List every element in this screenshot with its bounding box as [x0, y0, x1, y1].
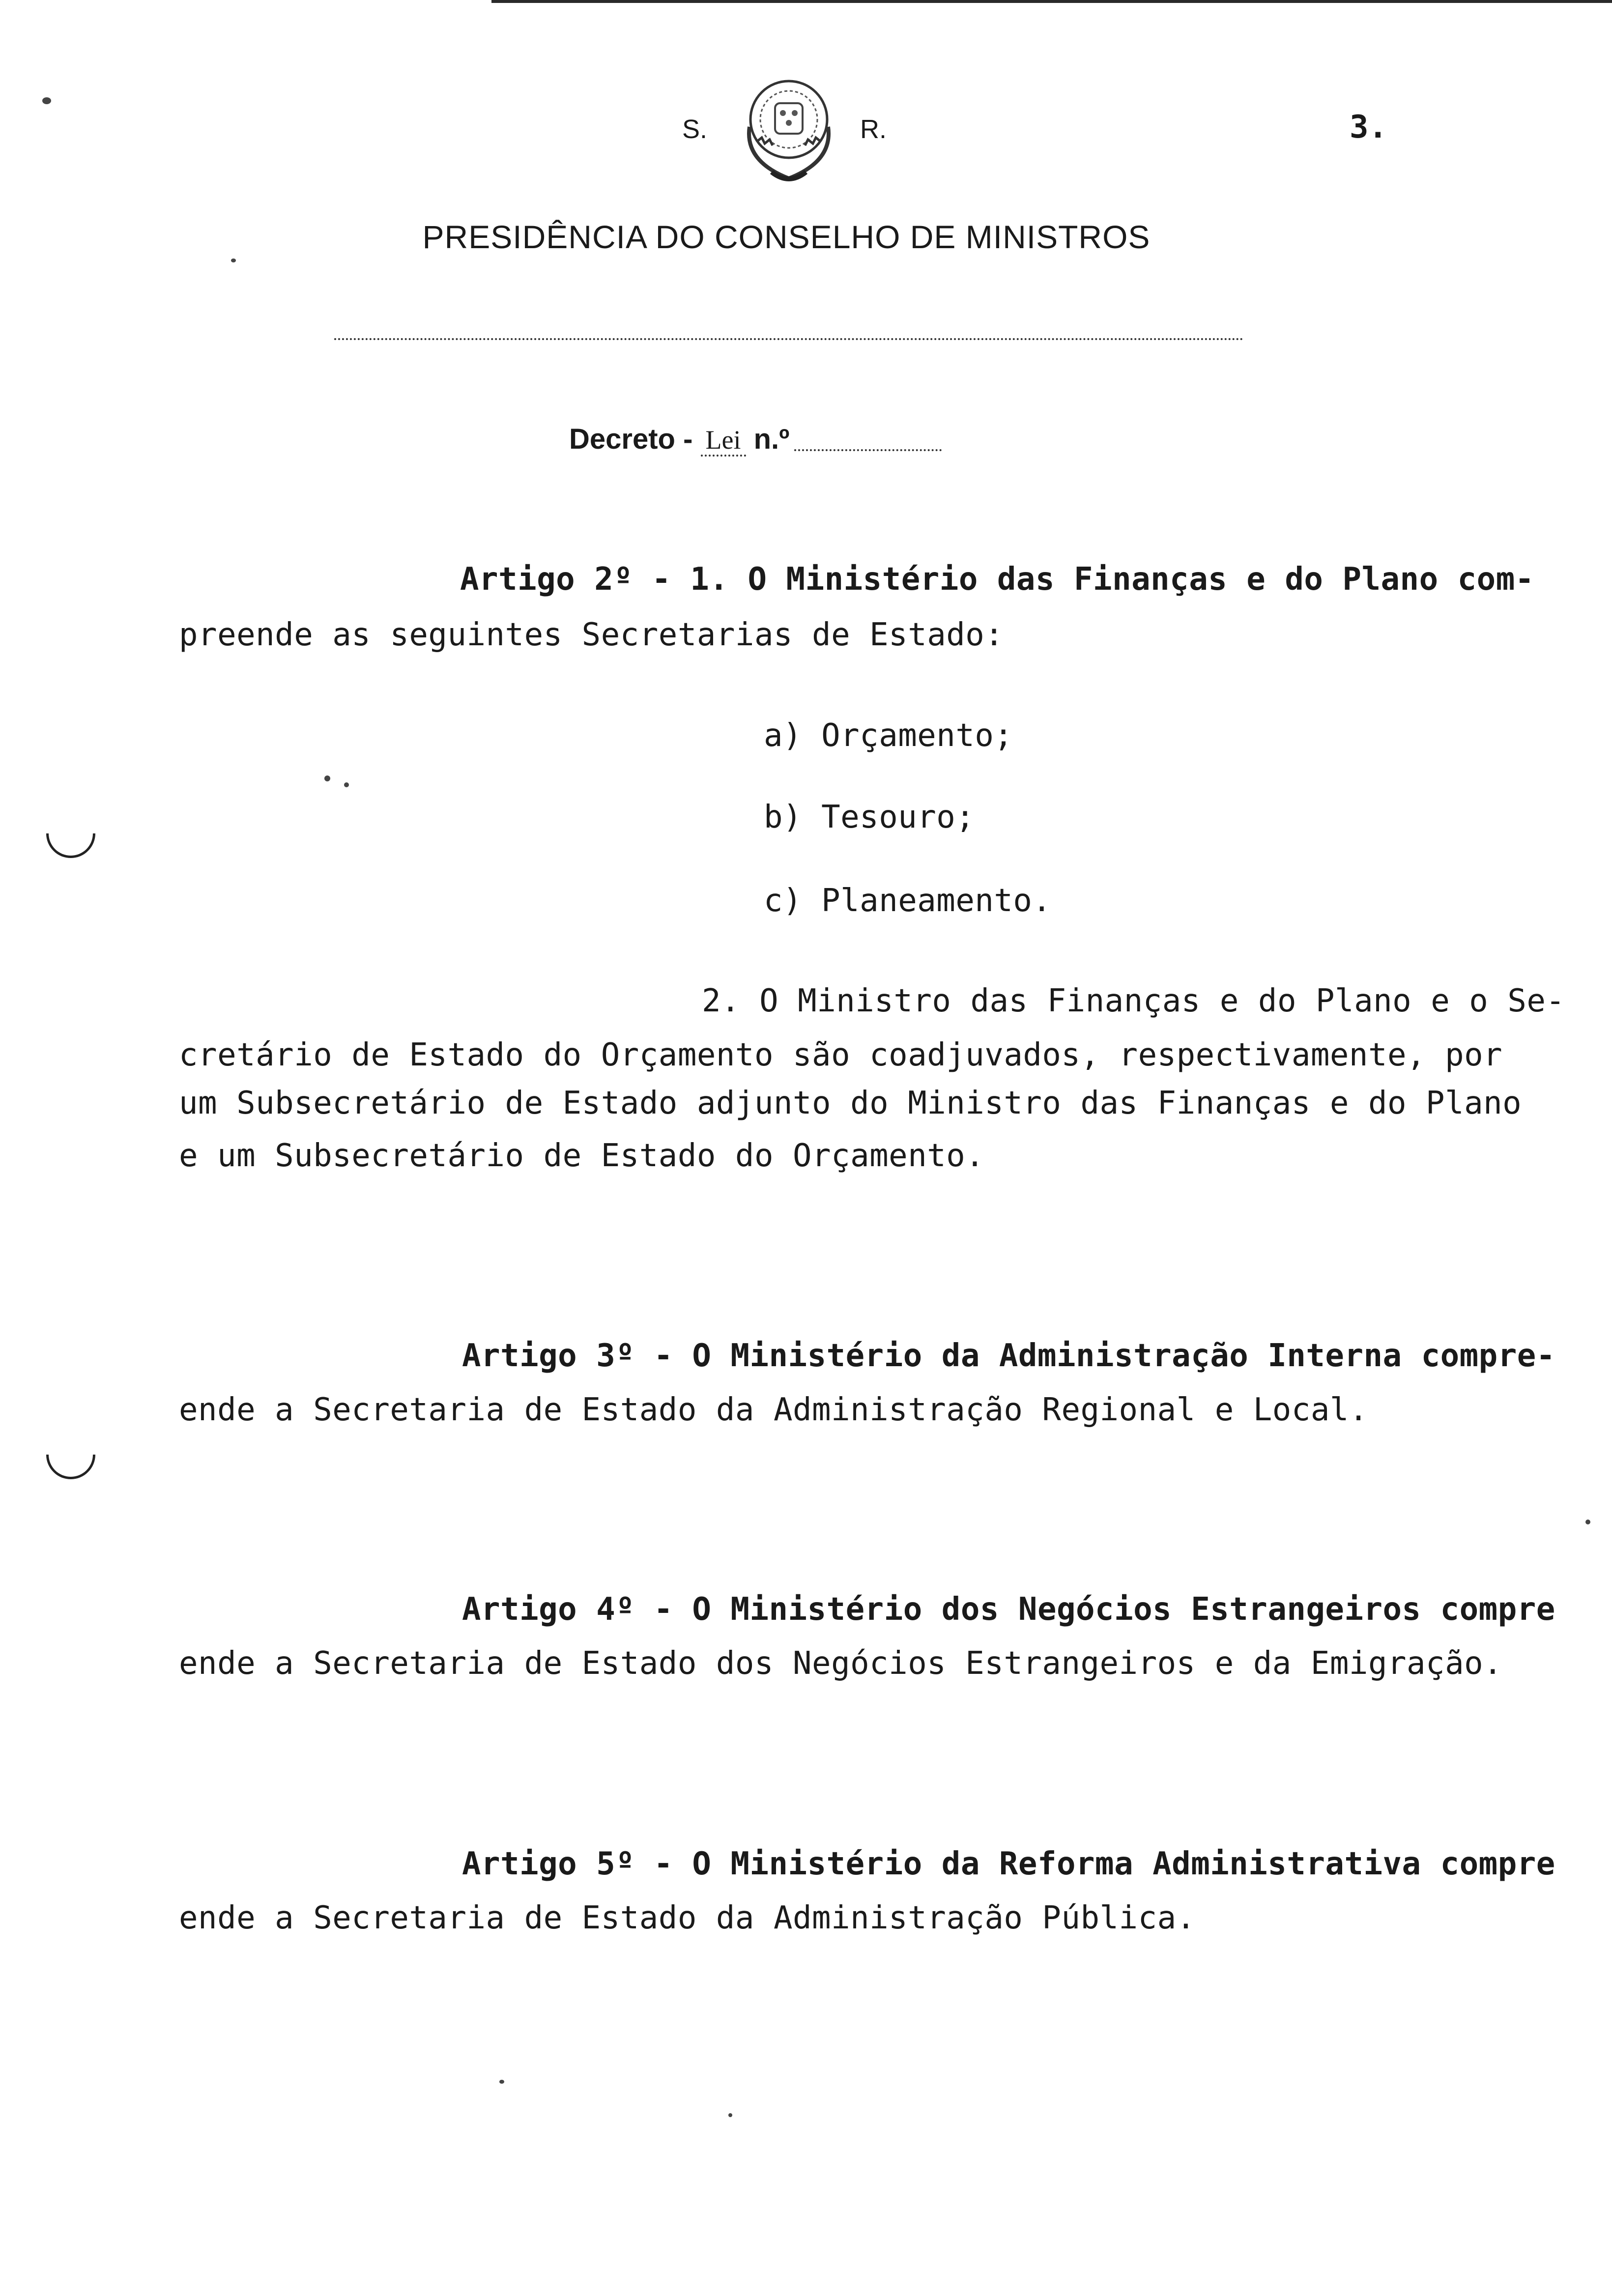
article-3-line-2: ende a Secretaria de Estado da Administração Regional e Local. — [179, 1392, 1368, 1428]
letterhead-initial-r: R. — [860, 115, 887, 144]
article-2-line-1: Artigo 2º - 1. O Ministério das Finanças e do Plano com- — [460, 561, 1534, 598]
scan-speck — [324, 775, 330, 781]
scan-speck — [499, 2080, 504, 2084]
article-2-item-b: b) Tesouro; — [764, 799, 975, 835]
decree-title-line — [569, 423, 942, 456]
scan-speck — [231, 258, 236, 262]
decree-number-label: n.º — [753, 423, 790, 455]
article-4-line-1: Artigo 4º - O Ministério dos Negócios Estrangeiros compre — [462, 1591, 1555, 1628]
scan-speck — [344, 782, 349, 787]
article-3-line-1: Artigo 3º - O Ministério da Administração Interna compre- — [462, 1338, 1555, 1374]
scan-margin-mark — [36, 799, 105, 868]
article-4-line-2: ende a Secretaria de Estado dos Negócios Estrangeiros e da Emigração. — [179, 1645, 1503, 1682]
scan-margin-mark — [36, 1420, 105, 1489]
article-2-para2-line-3: um Subsecretário de Estado adjunto do Ministro das Finanças e do Plano — [179, 1085, 1522, 1121]
letterhead-initial-s: S. — [682, 115, 708, 144]
article-2-para2-line-2: cretário de Estado do Orçamento são coadjuvados, respectivamente, por — [179, 1037, 1503, 1073]
page-number: 3. — [1350, 109, 1388, 145]
coat-of-arms-icon — [730, 68, 848, 191]
header-divider — [334, 338, 1243, 340]
article-2-para2-line-1: 2. O Ministro das Finanças e do Plano e o Se- — [702, 983, 1565, 1019]
article-2-line-2: preende as seguintes Secretarias de Estado: — [179, 617, 1004, 653]
article-2-item-c: c) Planeamento. — [764, 883, 1052, 919]
article-5-line-1: Artigo 5º - O Ministério da Reforma Administrativa compre — [462, 1846, 1555, 1882]
decree-label: Decreto — [569, 423, 675, 455]
decree-dash: - — [675, 423, 701, 455]
institution-heading — [0, 218, 1612, 256]
scan-speck — [42, 97, 51, 104]
decree-number-blank — [794, 449, 942, 451]
article-5-line-2: ende a Secretaria de Estado da Administração Pública. — [179, 1900, 1196, 1936]
scan-speck — [728, 2113, 732, 2117]
article-2-para2-line-4: e um Subsecretário de Estado do Orçamento. — [179, 1138, 985, 1174]
top-border-line — [491, 0, 1612, 3]
decree-handwritten-type: Lei — [701, 425, 746, 457]
scan-speck — [1585, 1520, 1590, 1524]
article-2-item-a: a) Orçamento; — [764, 718, 1013, 754]
institution-heading-text: PRESIDÊNCIA DO CONSELHO DE MINISTROS — [422, 219, 1151, 255]
